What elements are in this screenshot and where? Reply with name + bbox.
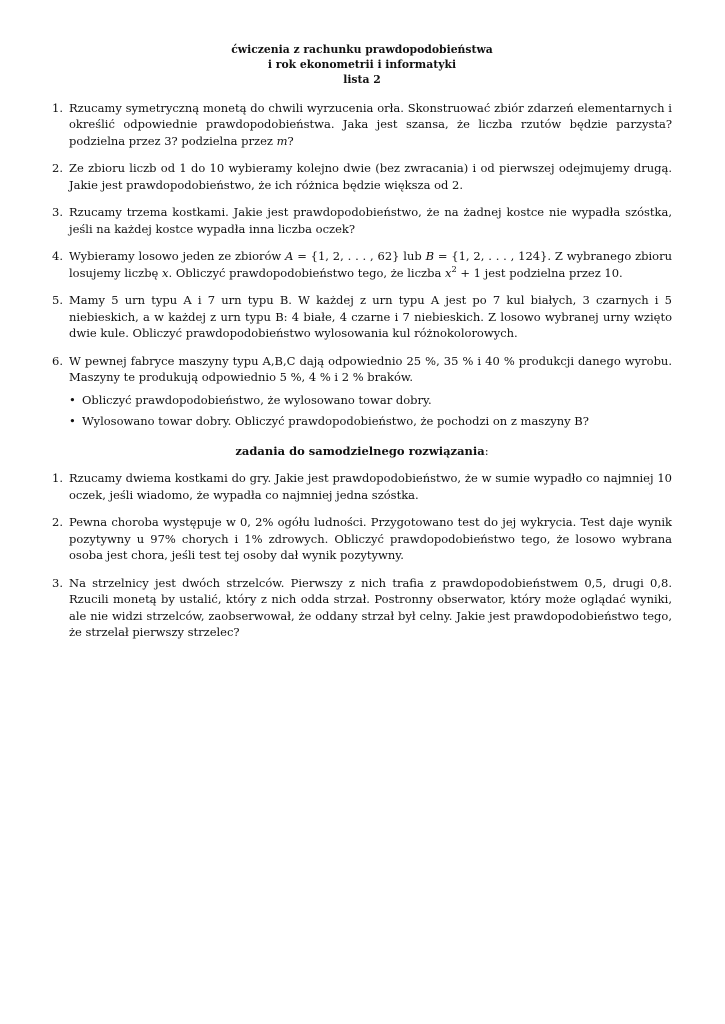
problem-text: Na strzelnicy jest dwóch strzelców. Pierwszy z nich trafia z prawdopodobieństwem 0,5, drugi 0,8. Rzucili monetą by ustalić, który z nich odda strzał. Postronny obserwator, który może oglądać wyniki, ale nie widzi strzelców, zaobserwował, że oddany strzał był celny. Jakie jest prawdopodobieństwo tego, że strzelał pierwszy strzelec?: [69, 575, 672, 640]
problem-number: 1.: [52, 100, 63, 115]
document-page: [52, 42, 672, 652]
self-problem-3: [52, 575, 672, 641]
document-header: [52, 42, 672, 88]
math-exponent: 2: [451, 263, 457, 274]
math-variable: A: [285, 249, 294, 264]
problem-4: [52, 248, 672, 281]
problem-number: 5.: [52, 293, 63, 308]
problem-number: 2.: [52, 515, 63, 530]
bullet-icon: •: [69, 392, 76, 407]
problem-text: . Obliczyć prawdopodobieństwo tego, że liczba: [168, 265, 445, 280]
problem-text: Wybieramy losowo jeden ze zbiorów: [69, 249, 286, 264]
problem-text: = {1, 2, . . . , 124}. Z wybranego zbioru losujemy liczbę: [69, 249, 672, 280]
problem-text: Pewna choroba występuje w 0, 2% ogółu ludności. Przygotowano test do jej wykrycia. Test daje wynik pozytywny u 97% chorych i 1% zdrowych. Obliczyć prawdopodobieństwo tego, że losowo wybrana osoba jest chora, jeśli test tej osoby dał wynik pozytywny.: [69, 515, 672, 563]
header-program: i rok ekonometrii i informatyki: [267, 58, 457, 72]
problem-text: + 1 jest podzielna przez 10.: [456, 265, 623, 280]
self-problem-1: [52, 470, 672, 503]
self-problem-2: [52, 514, 672, 564]
problem-text: W pewnej fabryce maszyny typu A,B,C dają odpowiednio 25 %, 35 % i 40 % produkcji danego wyrobu. Maszyny te produkują odpowiednio 5 %, 4 % i 2 % braków.: [69, 353, 672, 385]
header-course-title: ćwiczenia z rachunku prawdopodobieństwa: [231, 43, 493, 56]
problem-text: Rzucamy symetryczną monetą do chwili wyrzucenia orła. Skonstruować zbiór zdarzeń elementarnych i określić odpowiednie prawdopodobieństwa. Jaka jest szansa, że liczba rzutów będzie parzysta? podzielna przez 3? podzielna przez: [69, 100, 672, 148]
bullet-text: Obliczyć prawdopodobieństwo, że wylosowano towar dobry.: [82, 392, 432, 407]
bullet-list: [69, 392, 672, 430]
problem-number: 3.: [52, 205, 63, 220]
math-variable: B: [425, 249, 435, 264]
problem-text: Rzucamy dwiema kostkami do gry. Jakie jest prawdopodobieństwo, że w sumie wypadło co najmniej 10 oczek, jeśli wiadomo, że wypadła co najmniej jedna szóstka.: [69, 471, 672, 502]
problem-text: Rzucamy trzema kostkami. Jakie jest prawdopodobieństwo, że na żadnej kostce nie wypadła szóstka, jeśli na każdej kostce wypadła inna liczba oczek?: [69, 205, 672, 236]
bullet-icon: •: [69, 414, 76, 429]
problem-number: 4.: [52, 249, 63, 264]
math-variable: x: [162, 265, 169, 280]
problem-2: [52, 160, 672, 193]
self-study-problem-list: [52, 470, 672, 641]
problem-number: 6.: [52, 353, 63, 368]
problem-list: [52, 100, 672, 430]
bullet-item: [69, 413, 672, 430]
bullet-text: Wylosowano towar dobry. Obliczyć prawdopodobieństwo, że pochodzi on z maszyny B?: [82, 414, 589, 429]
math-variable: m: [276, 133, 288, 148]
header-list-number: lista 2: [343, 73, 381, 87]
problem-text: Mamy 5 urn typu A i 7 urn typu B. W każdej z urn typu A jest po 7 kul białych, 3 czarnych i 5 niebieskich, a w każdej z urn typu B: 4 białe, 4 czarne i 7 niebieskich. Z losowo wybranej urny wzięto dwie kule. Obliczyć prawdopodobieństwo wylosowania kul różnokolorowych.: [69, 293, 672, 341]
problem-number: 1.: [52, 471, 63, 486]
section-title-colon: :: [484, 443, 489, 458]
bullet-item: [69, 392, 672, 409]
math-variable: x: [444, 265, 452, 280]
problem-6: [52, 353, 672, 430]
section-title-text: zadania do samodzielnego rozwiązania: [235, 443, 485, 458]
problem-5: [52, 292, 672, 342]
section-title: [52, 443, 672, 460]
problem-1: [52, 100, 672, 150]
problem-text: = {1, 2, . . . , 62} lub: [293, 249, 426, 264]
problem-text: Ze zbioru liczb od 1 do 10 wybieramy kolejno dwie (bez zwracania) i od pierwszej odejmujemy drugą. Jakie jest prawdopodobieństwo, że ich różnica będzie większa od 2.: [69, 161, 672, 192]
problem-text: ?: [287, 133, 294, 148]
problem-3: [52, 204, 672, 237]
problem-number: 2.: [52, 161, 63, 176]
problem-number: 3.: [52, 575, 63, 590]
